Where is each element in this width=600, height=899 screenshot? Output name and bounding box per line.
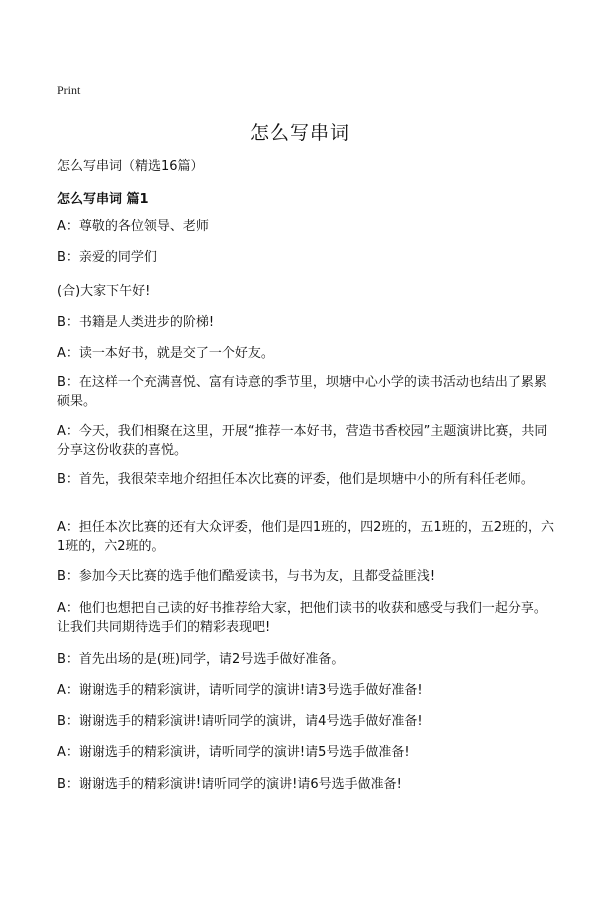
section-heading: 怎么写串词 篇1 xyxy=(57,192,149,207)
paragraph: B：在这样一个充满喜悦、富有诗意的季节里，坝塘中心小学的读书活动也结出了累累硕果。 xyxy=(57,375,547,409)
paragraph: A：读一本好书，就是交了一个好友。 xyxy=(57,346,274,361)
paragraph: A：谢谢选手的精彩演讲，请听同学的演讲!请5号选手做准备! xyxy=(57,745,410,760)
paragraph: A：担任本次比赛的还有大众评委，他们是四1班的，四2班的，五1班的，五2班的，六1班的，六2班的。 xyxy=(57,520,554,554)
paragraph: A：尊敬的各位领导、老师 xyxy=(57,219,209,234)
paragraph: A：今天，我们相聚在这里，开展“推荐一本好书，营造书香校园”主题演讲比赛，共同分享这份收获的喜悦。 xyxy=(57,424,548,458)
document-subtitle: 怎么写串词（精选16篇） xyxy=(57,159,204,174)
paragraph: B：参加今天比赛的选手他们酷爱读书，与书为友，且都受益匪浅! xyxy=(57,569,436,584)
paragraph: B：亲爱的同学们 xyxy=(57,250,157,265)
paragraph: B：谢谢选手的精彩演讲!请听同学的演讲，请4号选手做好准备! xyxy=(57,714,423,729)
paragraph: B：首先，我很荣幸地介绍担任本次比赛的评委，他们是坝塘中小的所有科任老师。 xyxy=(57,472,534,487)
paragraph: (合)大家下午好! xyxy=(57,284,151,299)
paragraph: A：谢谢选手的精彩演讲，请听同学的演讲!请3号选手做好准备! xyxy=(57,683,423,698)
paragraph: A：他们也想把自己读的好书推荐给大家，把他们读书的收获和感受与我们一起分享。让我们共同期待选手们的精彩表现吧! xyxy=(57,601,547,635)
print-label: Print xyxy=(57,83,81,97)
paragraph: B：谢谢选手的精彩演讲!请听同学的演讲!请6号选手做准备! xyxy=(57,777,402,792)
page-title: 怎么写串词 xyxy=(249,122,350,144)
paragraph: B：书籍是人类进步的阶梯! xyxy=(57,315,215,330)
paragraph: B：首先出场的是(班)同学，请2号选手做好准备。 xyxy=(57,652,345,667)
